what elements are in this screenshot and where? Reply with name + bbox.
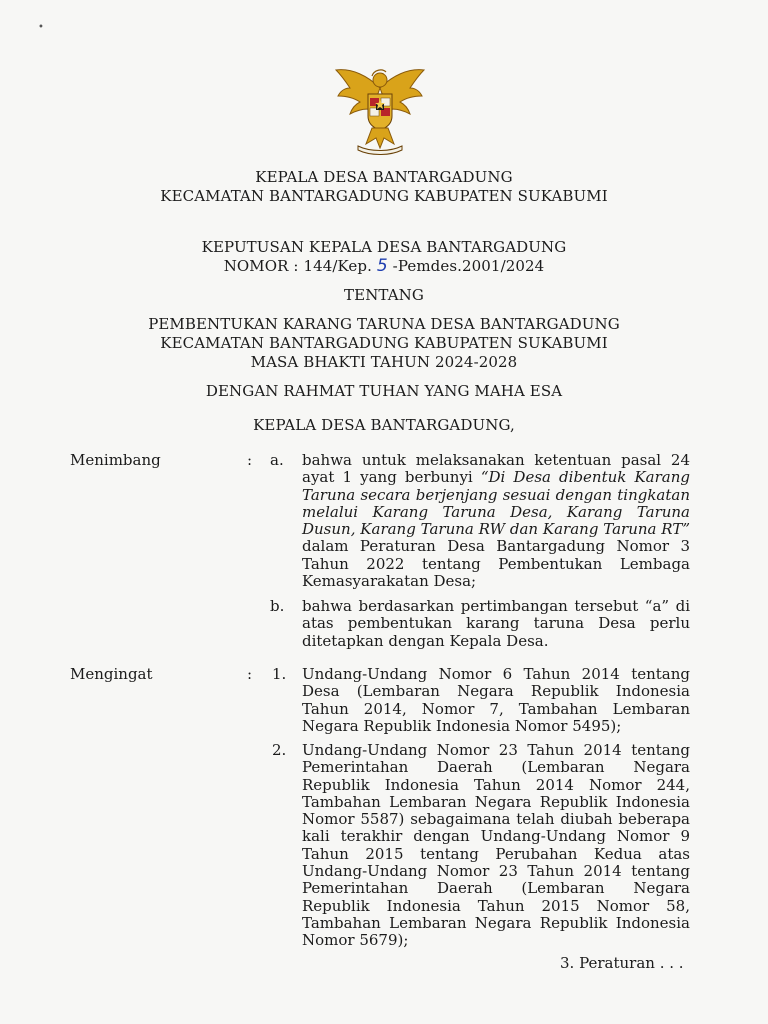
issuer-line-1: KEPALA DESA BANTARGADUNG bbox=[255, 168, 513, 186]
menimbang-a-text bbox=[302, 452, 690, 590]
mengingat-1-paragraph: Undang-Undang Nomor 6 Tahun 2014 tentang Desa (Lembaran Negara Republik Indonesia Tahun 2014, Nomor 7, Tambahan Lembaran Negara Republik Indonesia Nomor 5495); bbox=[302, 665, 690, 735]
mengingat-2-text bbox=[302, 742, 690, 950]
menimbang-colon: : bbox=[247, 451, 253, 469]
tentang-heading: TENTANG bbox=[344, 286, 424, 304]
issuer-line-2: KECAMATAN BANTARGADUNG KABUPATEN SUKABUMI bbox=[160, 187, 608, 205]
rahmat-line: DENGAN RAHMAT TUHAN YANG MAHA ESA bbox=[205, 382, 563, 400]
next-page-catchword: 3. Peraturan . . . bbox=[560, 954, 684, 972]
menimbang-a-quote: “Di Desa dibentuk Karang Taruna secara berjenjang sesuai dengan tingkatan melalui Karang Taruna Desa, Karang Taruna Dusun, Karang Taruna RW dan Karang Taruna RT” bbox=[302, 468, 690, 539]
menimbang-a-marker: a. bbox=[270, 451, 284, 469]
decree-number-prefix: NOMOR : 144/Kep. bbox=[223, 257, 372, 275]
decree-subject bbox=[0, 315, 768, 372]
mengingat-2-marker: 2. bbox=[272, 741, 287, 759]
menimbang-a-intro: bahwa untuk melaksanakan ketentuan pasal 24 ayat 1 yang berbunyi bbox=[302, 451, 690, 487]
subject-line-1: PEMBENTUKAN KARANG TARUNA DESA BANTARGADUNG bbox=[148, 315, 620, 333]
stray-mark: • bbox=[38, 22, 44, 33]
issuer-heading bbox=[0, 168, 768, 206]
menimbang-a-outro: dalam Peraturan Desa Bantargadung Nomor 3 Tahun 2022 tentang Pembentukan Lembaga Kemasyarakatan Desa; bbox=[302, 537, 690, 591]
subject-line-3: MASA BHAKTI TAHUN 2024-2028 bbox=[250, 353, 518, 371]
menimbang-b-paragraph: bahwa berdasarkan pertimbangan tersebut “a” di atas pembentukan karang taruna Desa perlu ditetapkan dengan Kepala Desa. bbox=[302, 597, 690, 650]
decree-number-suffix: -Pemdes.2001/2024 bbox=[392, 257, 545, 275]
garuda-emblem-icon bbox=[330, 58, 430, 158]
subject-line-2: KECAMATAN BANTARGADUNG KABUPATEN SUKABUMI bbox=[160, 334, 608, 352]
menimbang-b-text bbox=[302, 598, 690, 650]
mengingat-colon: : bbox=[247, 665, 253, 683]
decree-number-handwritten: 5 bbox=[376, 256, 388, 276]
kepala-line: KEPALA DESA BANTARGADUNG, bbox=[253, 416, 515, 434]
mengingat-label: Mengingat bbox=[70, 665, 153, 683]
menimbang-b-marker: b. bbox=[270, 597, 285, 615]
mengingat-1-marker: 1. bbox=[272, 665, 287, 683]
decree-number bbox=[0, 257, 768, 276]
mengingat-1-text bbox=[302, 666, 690, 735]
menimbang-label: Menimbang bbox=[70, 451, 161, 469]
decree-heading bbox=[0, 238, 768, 276]
decree-title: KEPUTUSAN KEPALA DESA BANTARGADUNG bbox=[201, 238, 567, 256]
mengingat-2-paragraph: Undang-Undang Nomor 23 Tahun 2014 tentang Pemerintahan Daerah (Lembaran Negara Republik Indonesia Tahun 2014 Nomor 244, Tambahan Lembaran Negara Republik Indonesia Nomor 5587) sebagaimana telah diubah beberapa kali terakhir dengan Undang-Undang Nomor 9 Tahun 2015 tentang Perubahan Kedua atas Undang-Undang Nomor 23 Tahun 2014 tentang Pemerintahan Daerah (Lembaran Negara Republik Indonesia Tahun 2015 Nomor 58, Tambahan Lembaran Negara Republik Indonesia Nomor 5679); bbox=[302, 741, 690, 950]
